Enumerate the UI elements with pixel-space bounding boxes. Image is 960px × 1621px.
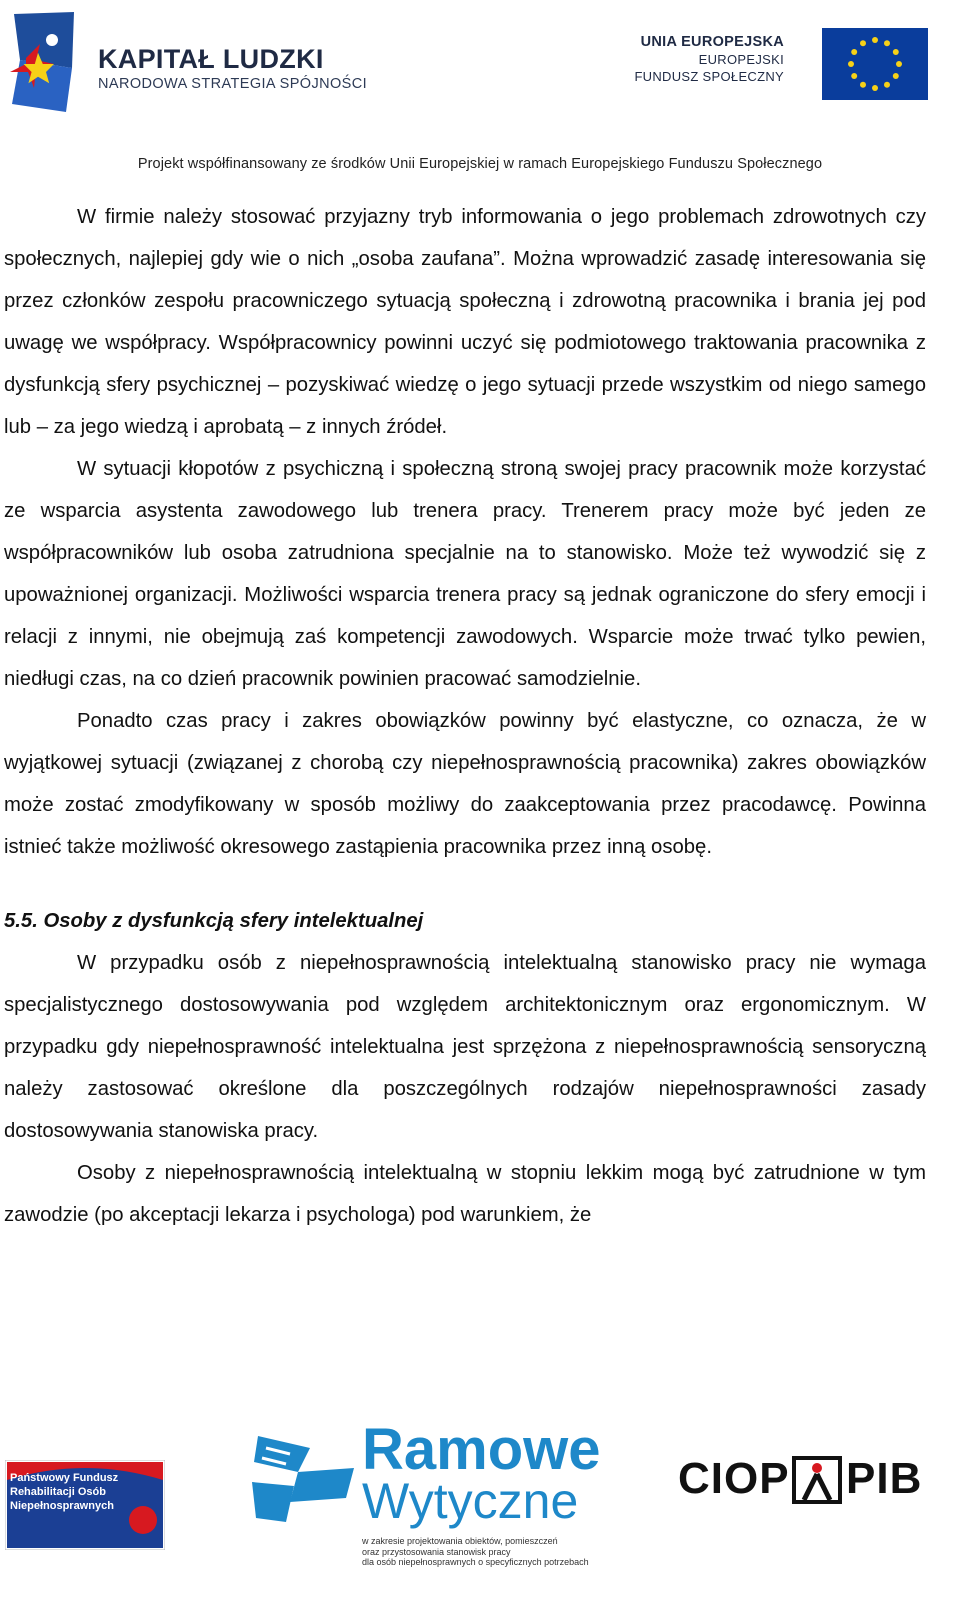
logo-subtitle: NARODOWA STRATEGIA SPÓJNOŚCI xyxy=(98,76,368,92)
cofinancing-note: Projekt współfinansowany ze środków Unii Europejskiej w ramach Europejskiego Funduszu Społecznego xyxy=(137,156,823,172)
ramowe-wytyczne-emblem xyxy=(250,1428,360,1526)
paragraph: Osoby z niepełnosprawnością intelektualną w stopniu lekkim mogą być zatrudnione w tym zawodzie (po akceptacji lekarza i psychologa) pod warunkiem, że xyxy=(4,1162,926,1226)
ramowe-caption xyxy=(362,1536,589,1568)
ramowe-caption-line: w zakresie projektowania obiektów, pomieszczeń xyxy=(362,1536,558,1546)
eu-star-icon xyxy=(884,40,890,46)
eu-logo-text xyxy=(634,34,784,85)
eu-star-icon xyxy=(896,61,902,67)
page-header xyxy=(0,0,960,185)
eu-line-2: EUROPEJSKI xyxy=(698,52,784,67)
paragraph: W sytuacji kłopotów z psychiczną i społeczną stroną swojej pracy pracownik może korzystać ze wsparcia asystenta zawodowego lub trenera pracy. Trenerem pracy może być jeden ze współpracowników lub osoba zatrudniona specjalnie na to stanowisko. Może też wywodzić się z upoważnionej organizacji. Możliwości wsparcia trenera pracy są jednak ograniczone do sfery emocji i relacji z innymi, nie obejmują zaś kompetencji zawodowych. Wsparcie może trwać tylko pewien, niedługi czas, na co dzień pracownik powinien pracować samodzielnie. xyxy=(4,458,926,690)
eu-flag-icon xyxy=(822,28,928,100)
pfron-logo-text xyxy=(10,1471,118,1513)
pfron-line-3: Niepełnosprawnych xyxy=(10,1500,114,1512)
ramowe-caption-line: dla osób niepełnosprawnych o specyficznych potrzebach xyxy=(362,1557,589,1567)
wytyczne-title: Wytyczne xyxy=(362,1473,579,1529)
ciop-figure-icon xyxy=(792,1456,842,1504)
eu-star-icon xyxy=(860,40,866,46)
paragraph: W firmie należy stosować przyjazny tryb informowania o jego problemach zdrowotnych czy społecznych, najlepiej gdy wie o nich „osoba zaufana”. Można wprowadzić zasadę interesowania się przez członków zespołu pracowniczego sytuacją społeczną i zdrowotną pracownika i brania jej pod uwagę we współpracy. Współpracownicy powinni uczyć się podmiotowego traktowania pracownika z dysfunkcją sfery psychicznej – pozyskiwać wiedzę o jego sytuacji przede wszystkim od niego samego lub – za jego wiedzą i aprobatą – z innych źródeł. xyxy=(4,206,926,438)
eu-line-3: FUNDUSZ SPOŁECZNY xyxy=(634,69,784,84)
eu-star-icon xyxy=(851,73,857,79)
page-footer xyxy=(0,1417,960,1621)
pfron-line-2: Rehabilitacji Osób xyxy=(10,1486,106,1498)
eu-star-icon xyxy=(872,85,878,91)
paragraph: Ponadto czas pracy i zakres obowiązków powinny być elastyczne, co oznacza, że w wyjątkowej sytuacji (związanej z chorobą czy niepełnosprawnością pracownika) zakres obowiązków może zostać zmodyfikowany w sposób możliwy do zaakceptowania przez pracodawcę. Powinna istnieć także możliwość okresowego zastąpienia pracownika przez inną osobę. xyxy=(4,710,926,858)
paragraph: W przypadku osób z niepełnosprawnością intelektualną stanowisko pracy nie wymaga specjalistycznego dostosowywania pod względem architektonicznym oraz ergonomicznym. W przypadku gdy niepełnosprawność intelektualna jest sprzężona z niepełnosprawnością sensoryczną należy zastosować określone dla poszczególnych rodzajów niepełnosprawności zasady dostosowywania stanowiska pracy. xyxy=(4,952,926,1142)
section-heading: 5.5. Osoby z dysfunkcją sfery intelektualnej xyxy=(4,910,424,932)
document-body xyxy=(4,196,926,1236)
logo-title: KAPITAŁ LUDZKI xyxy=(98,44,324,74)
ramowe-title: Ramowe xyxy=(362,1417,601,1482)
eu-star-icon xyxy=(893,49,899,55)
ciop-logo-text: CIOP xyxy=(678,1454,790,1503)
pfron-line-1: Państwowy Fundusz xyxy=(10,1472,119,1484)
eu-star-icon xyxy=(860,82,866,88)
eu-star-icon xyxy=(884,82,890,88)
eu-star-icon xyxy=(851,49,857,55)
pib-logo-text: PIB xyxy=(846,1454,923,1503)
eu-star-icon xyxy=(872,37,878,43)
eu-star-icon xyxy=(848,61,854,67)
eu-line-1: UNIA EUROPEJSKA xyxy=(640,34,784,50)
ramowe-caption-line: oraz przystosowania stanowisk pracy xyxy=(362,1546,511,1557)
eu-star-icon xyxy=(893,73,899,79)
